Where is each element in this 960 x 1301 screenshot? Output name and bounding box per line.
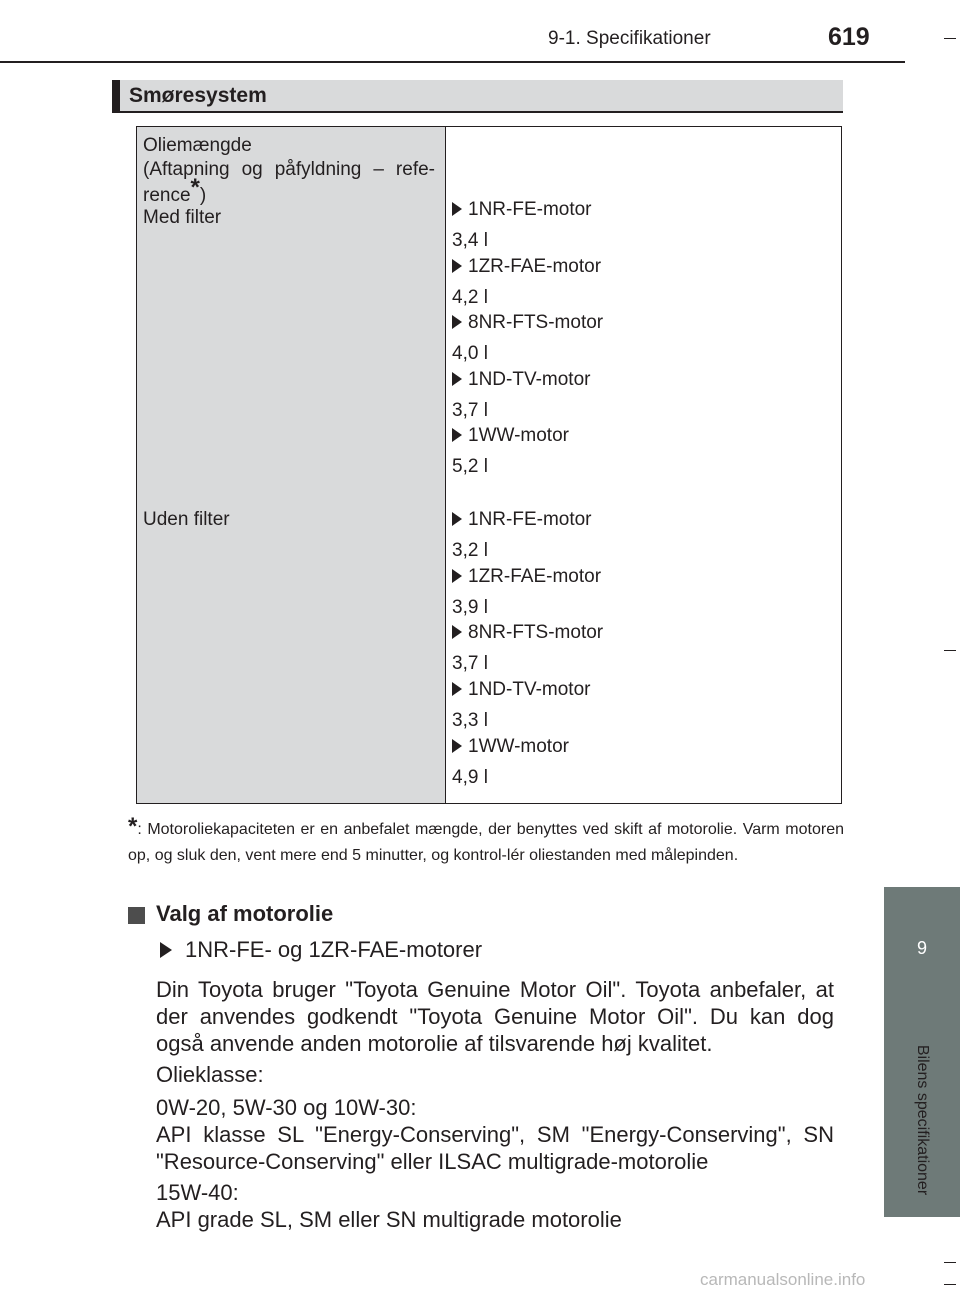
footnote (128, 814, 844, 869)
oil-value: 5,2 l (452, 456, 488, 477)
engine-item: 1ZR-FAE-motor (452, 255, 601, 279)
paragraph: Din Toyota bruger "Toyota Genuine Motor Oil". Toyota anbefaler, at der anvendes godkendt "Toyota Genuine Motor Oil". Du kan dog også anvende anden motorolie af tilsvarende høj kvalitet. (156, 977, 834, 1056)
crop-mark (944, 1284, 956, 1285)
engine-item: 1WW-motor (452, 735, 569, 759)
watermark: carmanualsonline.info (700, 1270, 866, 1289)
crop-mark (944, 1262, 956, 1263)
paragraph: API klasse SL "Energy-Conserving", SM "Energy-Conserving", SN "Resource-Conserving" eller ILSAC multigrade-motorolie (156, 1122, 834, 1174)
chapter-label: Bilens specifikationer (914, 1044, 931, 1196)
oil-value: 4,0 l (452, 343, 488, 364)
engine-item: 1ND-TV-motor (452, 678, 590, 702)
triangle-bullet-icon (452, 739, 462, 753)
section-header: 9-1. Specifikationer (548, 28, 711, 49)
paragraph: 0W-20, 5W-30 og 10W-30: (156, 1095, 417, 1120)
oil-value: 3,4 l (452, 230, 488, 251)
table-label-line: Uden filter (143, 509, 230, 530)
paragraph: 15W-40: (156, 1180, 239, 1205)
engine-item: 1NR-FE-motor (452, 508, 592, 532)
section-heading: Valg af motorolie (156, 901, 334, 926)
section-title: Smøresystem (129, 84, 267, 107)
engine-item: 8NR-FTS-motor (452, 621, 603, 645)
oil-value: 3,9 l (452, 597, 488, 618)
oil-value: 3,2 l (452, 540, 488, 561)
crop-mark (944, 38, 956, 39)
oil-value: 3,7 l (452, 400, 488, 421)
footnote-text: : Motoroliekapaciteten er en anbefalet mængde, der benyttes ved skift af motorolie. Varm motoren op, og sluk den, vent mere end 5 minutter, og kontrol-lér oliestanden med målepinden. (128, 821, 844, 864)
triangle-bullet-icon (452, 372, 462, 386)
engine-item: 1WW-motor (452, 424, 569, 448)
engine-item: 1ND-TV-motor (452, 368, 590, 392)
footnote-marker: * (128, 813, 138, 840)
triangle-bullet-icon (452, 625, 462, 639)
triangle-bullet-icon (452, 428, 462, 442)
oil-value: 4,2 l (452, 287, 488, 308)
section-title-rule (112, 111, 843, 113)
oil-capacity-table (136, 126, 842, 804)
paragraph: API grade SL, SM eller SN multigrade motorolie (156, 1207, 622, 1232)
triangle-bullet-icon (452, 682, 462, 696)
subheading: 1NR-FE- og 1ZR-FAE-motorer (185, 937, 483, 962)
triangle-bullet-icon (452, 512, 462, 526)
table-label-line: Med filter (143, 207, 222, 228)
oil-value: 4,9 l (452, 767, 488, 788)
paragraph: Olieklasse: (156, 1062, 264, 1087)
table-divider (445, 127, 446, 803)
crop-mark (944, 650, 956, 651)
triangle-bullet-icon (452, 315, 462, 329)
page-number: 619 (828, 23, 870, 51)
engine-item: 8NR-FTS-motor (452, 311, 603, 335)
table-label-line: rence*) (143, 174, 207, 206)
triangle-bullet-icon (452, 202, 462, 216)
chapter-number: 9 (916, 938, 927, 958)
header-rule (0, 61, 905, 63)
engine-item: 1NR-FE-motor (452, 198, 592, 222)
table-label-line: Oliemængde (143, 135, 252, 156)
section-title-accent (112, 80, 120, 112)
footnote-marker: * (190, 174, 200, 201)
table-label-line: (Aftapning og påfyldning – refe- (143, 159, 435, 180)
triangle-bullet-icon (160, 942, 172, 958)
oil-value: 3,7 l (452, 653, 488, 674)
oil-value: 3,3 l (452, 710, 488, 731)
triangle-bullet-icon (452, 569, 462, 583)
square-bullet-icon (128, 907, 145, 924)
triangle-bullet-icon (452, 259, 462, 273)
engine-item: 1ZR-FAE-motor (452, 565, 601, 589)
